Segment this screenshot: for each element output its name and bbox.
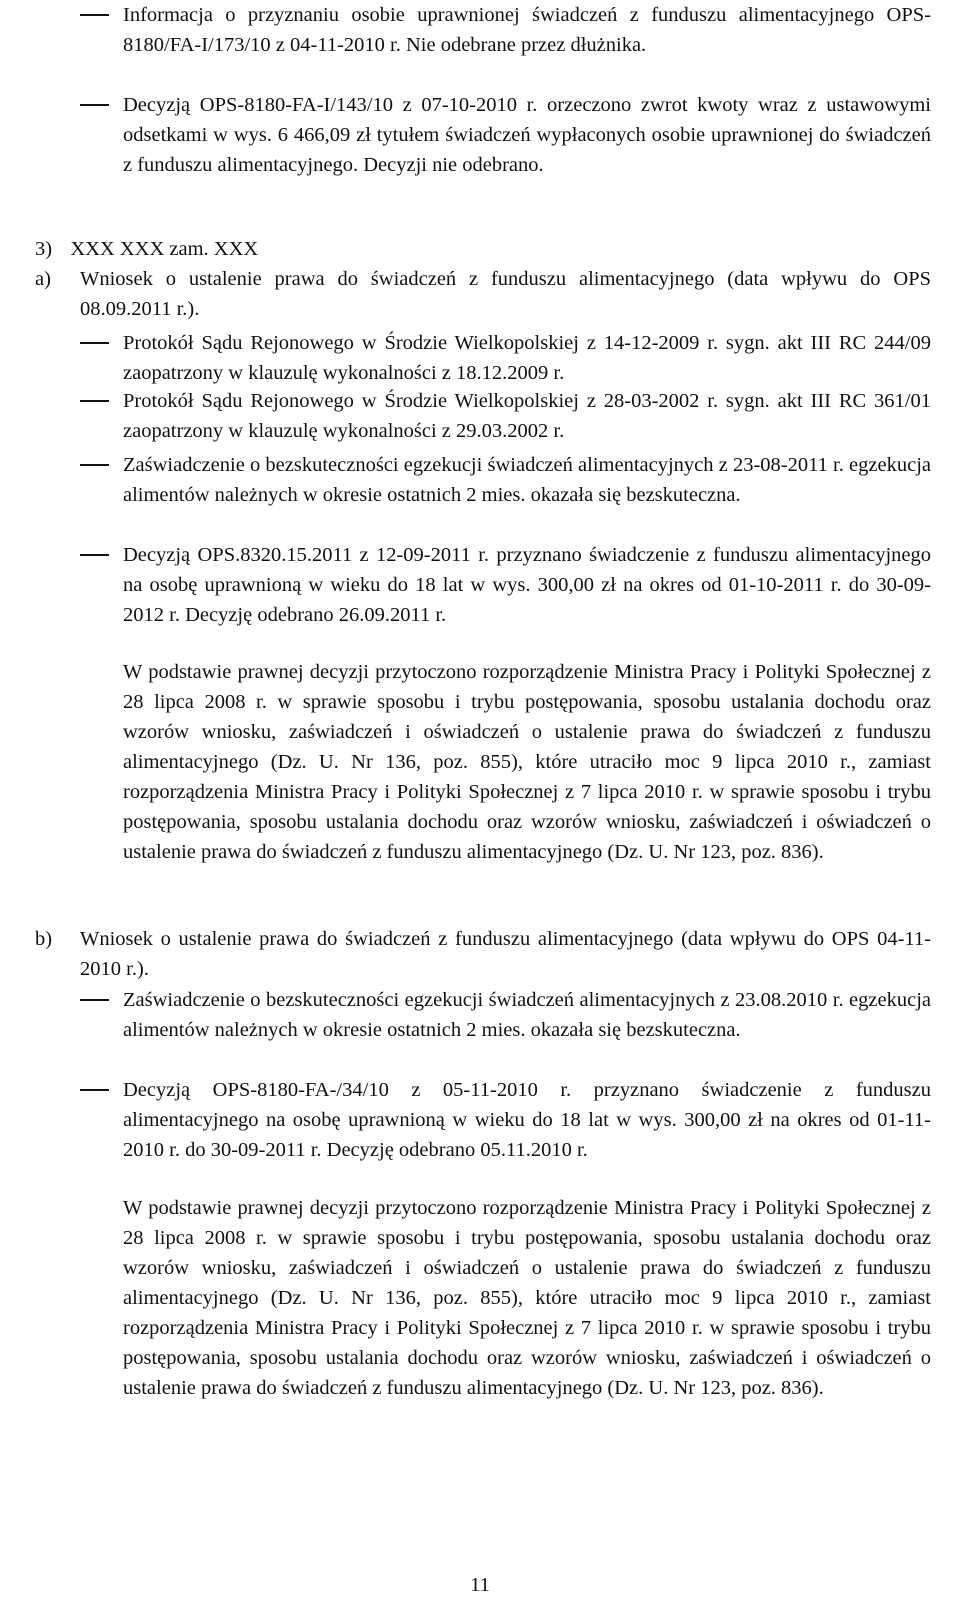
sub-item-marker: a) (35, 268, 51, 290)
section-heading (35, 234, 931, 264)
list-item-text: Informacja o przyznaniu osobie uprawnionej świadczeń z funduszu alimentacyjnego OPS-8180/FA-I/173/10 z 04-11-2010 r. Nie odebrane przez dłużnika. (123, 4, 931, 56)
list-item-text: Decyzją OPS-8180-FA-/34/10 z 05-11-2010 r. przyznano świadczenie z funduszu alimentacyjnego na osobę uprawnioną w wieku do 18 lat w wys. 300,00 zł na okres od 01-11-2010 r. do 30-09-2011 r. Decyzję odebrano 05.11.2010 r. (123, 1079, 931, 1161)
sub-item-text: Wniosek o ustalenie prawa do świadczeń z funduszu alimentacyjnego (data wpływu do OPS 04-11-2010 r.). (80, 928, 931, 980)
list-item-court-protocol-1 (123, 328, 931, 388)
list-item-decision-granted (123, 1075, 931, 1165)
section-marker: 3) (35, 238, 53, 260)
paragraph-text: W podstawie prawnej decyzji przytoczono rozporządzenie Ministra Pracy i Polityki Społecznej z 28 lipca 2008 r. w sprawie sposobu i trybu postępowania, sposobu ustalania dochodu oraz wzorów wniosku, zaświadczeń i oświadczeń o ustalenie prawa do świadczeń z funduszu alimentacyjnego (Dz. U. Nr 136, poz. 855), które utraciło moc 9 lipca 2010 r., zamiast rozporządzenia Ministra Pracy i Polityki Społecznej z 7 lipca 2010 r. w sprawie sposobu i trybu postępowania, sposobu ustalania dochodu oraz wzorów wniosku, zaświadczeń i oświadczeń o ustalenie prawa do świadczeń z funduszu alimentacyjnego (Dz. U. Nr 123, poz. 836). (123, 661, 931, 863)
list-item-court-protocol-2 (123, 386, 931, 446)
paragraph-text: W podstawie prawnej decyzji przytoczono rozporządzenie Ministra Pracy i Polityki Społecznej z 28 lipca 2008 r. w sprawie sposobu i trybu postępowania, sposobu ustalania dochodu oraz wzorów wniosku, zaświadczeń i oświadczeń o ustalenie prawa do świadczeń z funduszu alimentacyjnego (Dz. U. Nr 136, poz. 855), które utraciło moc 9 lipca 2010 r., zamiast rozporządzenia Ministra Pracy i Polityki Społecznej z 7 lipca 2010 r. w sprawie sposobu i trybu postępowania, sposobu ustalania dochodu oraz wzorów wniosku, zaświadczeń i oświadczeń o ustalenie prawa do świadczeń z funduszu alimentacyjnego (Dz. U. Nr 123, poz. 836). (123, 1197, 931, 1399)
list-item-decision-granted (123, 540, 931, 630)
sub-item-text: Wniosek o ustalenie prawa do świadczeń z funduszu alimentacyjnego (data wpływu do OPS 08.09.2011 r.). (80, 268, 931, 320)
sub-item-marker: b) (35, 928, 53, 950)
list-item-text: Protokół Sądu Rejonowego w Środzie Wielkopolskiej z 28-03-2002 r. sygn. akt III RC 361/01 zaopatrzony w klauzulę wykonalności z 29.03.2002 r. (123, 390, 931, 442)
dash-bullet (80, 1089, 109, 1091)
list-item-text: Zaświadczenie o bezskuteczności egzekucji świadczeń alimentacyjnych z 23.08.2010 r. egzekucja alimentów należnych w okresie ostatnich 2 mies. okazała się bezskuteczna. (123, 989, 931, 1041)
list-item-text: Decyzją OPS-8180-FA-I/143/10 z 07-10-2010 r. orzeczono zwrot kwoty wraz z ustawowymi odsetkami w wys. 6 466,09 zł tytułem świadczeń wypłaconych osobie uprawnionej do świadczeń z funduszu alimentacyjnego. Decyzji nie odebrano. (123, 94, 931, 176)
list-item-decision-refund (123, 90, 931, 180)
legal-basis-paragraph (123, 1193, 931, 1403)
legal-basis-paragraph (123, 657, 931, 867)
dash-bullet (80, 400, 109, 402)
dash-bullet (80, 14, 109, 16)
list-item-certificate (123, 450, 931, 510)
sub-item-a (35, 264, 931, 324)
dash-bullet (80, 464, 109, 466)
page-number: 11 (470, 1574, 490, 1596)
dash-bullet (80, 342, 109, 344)
list-item-text: Decyzją OPS.8320.15.2011 z 12-09-2011 r. przyznano świadczenie z funduszu alimentacyjnego na osobę uprawnioną w wieku do 18 lat w wys. 300,00 zł na okres od 01-10-2011 r. do 30-09-2012 r. Decyzję odebrano 26.09.2011 r. (123, 544, 931, 626)
dash-bullet (80, 999, 109, 1001)
list-item-text: Zaświadczenie o bezskuteczności egzekucji świadczeń alimentacyjnych z 23-08-2011 r. egzekucja alimentów należnych w okresie ostatnich 2 mies. okazała się bezskuteczna. (123, 454, 931, 506)
dash-bullet (80, 554, 109, 556)
section-title: XXX XXX zam. XXX (70, 238, 259, 260)
list-item-text: Protokół Sądu Rejonowego w Środzie Wielkopolskiej z 14-12-2009 r. sygn. akt III RC 244/09 zaopatrzony w klauzulę wykonalności z 18.12.2009 r. (123, 332, 931, 384)
list-item-info (123, 0, 931, 60)
dash-bullet (80, 104, 109, 106)
list-item-certificate (123, 985, 931, 1045)
sub-item-b (35, 924, 931, 984)
